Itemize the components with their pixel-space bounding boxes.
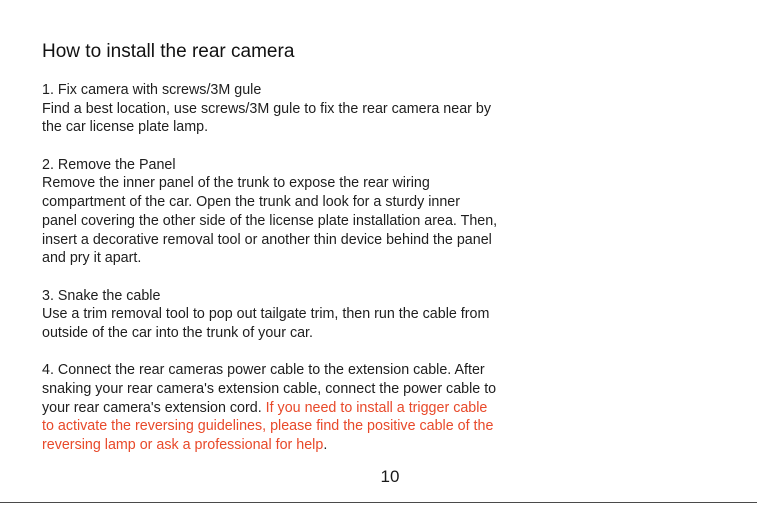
page-number: 10 <box>380 467 400 486</box>
instructions-body <box>42 81 497 455</box>
step-4-heading: 4. Connect the rear cameras power cable to the extension cable. After <box>42 362 485 379</box>
step-4-plain-text: your rear camera's extension cord. <box>42 399 266 416</box>
step-1-heading: 1. Fix camera with screws/3M gule <box>42 82 262 98</box>
step-3-text-line: Use a trim removal tool to pop out tailgate trim, then run the cable from <box>42 306 490 323</box>
step-2-text-line: panel covering the other side of the license plate installation area. Then, <box>42 212 498 229</box>
step-3-heading: 3. Snake the cable <box>42 287 161 304</box>
paragraph-spacer <box>42 343 497 362</box>
bottom-divider <box>0 502 757 503</box>
page-title: How to install the rear camera <box>42 41 295 62</box>
step-4-text-line: snaking your rear camera's extension cable, connect the power cable to <box>42 381 497 397</box>
step-4-highlight-text: to activate the reversing guidelines, please find the positive cable of the <box>42 418 494 435</box>
step-4-plain-text: . <box>323 437 328 454</box>
step-2-heading: 2. Remove the Panel <box>42 156 176 173</box>
step-2-text-line: Remove the inner panel of the trunk to expose the rear wiring <box>42 175 430 192</box>
step-2-text-line: and pry it apart. <box>42 250 142 267</box>
paragraph-spacer <box>42 137 497 156</box>
step-1-text-line: the car license plate lamp. <box>42 119 209 136</box>
step-4-highlight-text: If you need to install a trigger cable <box>265 399 488 416</box>
step-1-text-line: Find a best location, use screws/3M gule to fix the rear camera near by <box>42 100 491 117</box>
step-4-text-line <box>42 436 497 455</box>
paragraph-spacer <box>42 268 497 287</box>
step-2-text-line: insert a decorative removal tool or another thin device behind the panel <box>42 231 492 248</box>
step-3-text-line: outside of the car into the trunk of your car. <box>42 324 313 341</box>
step-4-text-line <box>42 399 497 418</box>
step-4-highlight-text: reversing lamp or ask a professional for help <box>42 437 324 454</box>
step-2-text-line: compartment of the car. Open the trunk and look for a sturdy inner <box>42 194 461 211</box>
